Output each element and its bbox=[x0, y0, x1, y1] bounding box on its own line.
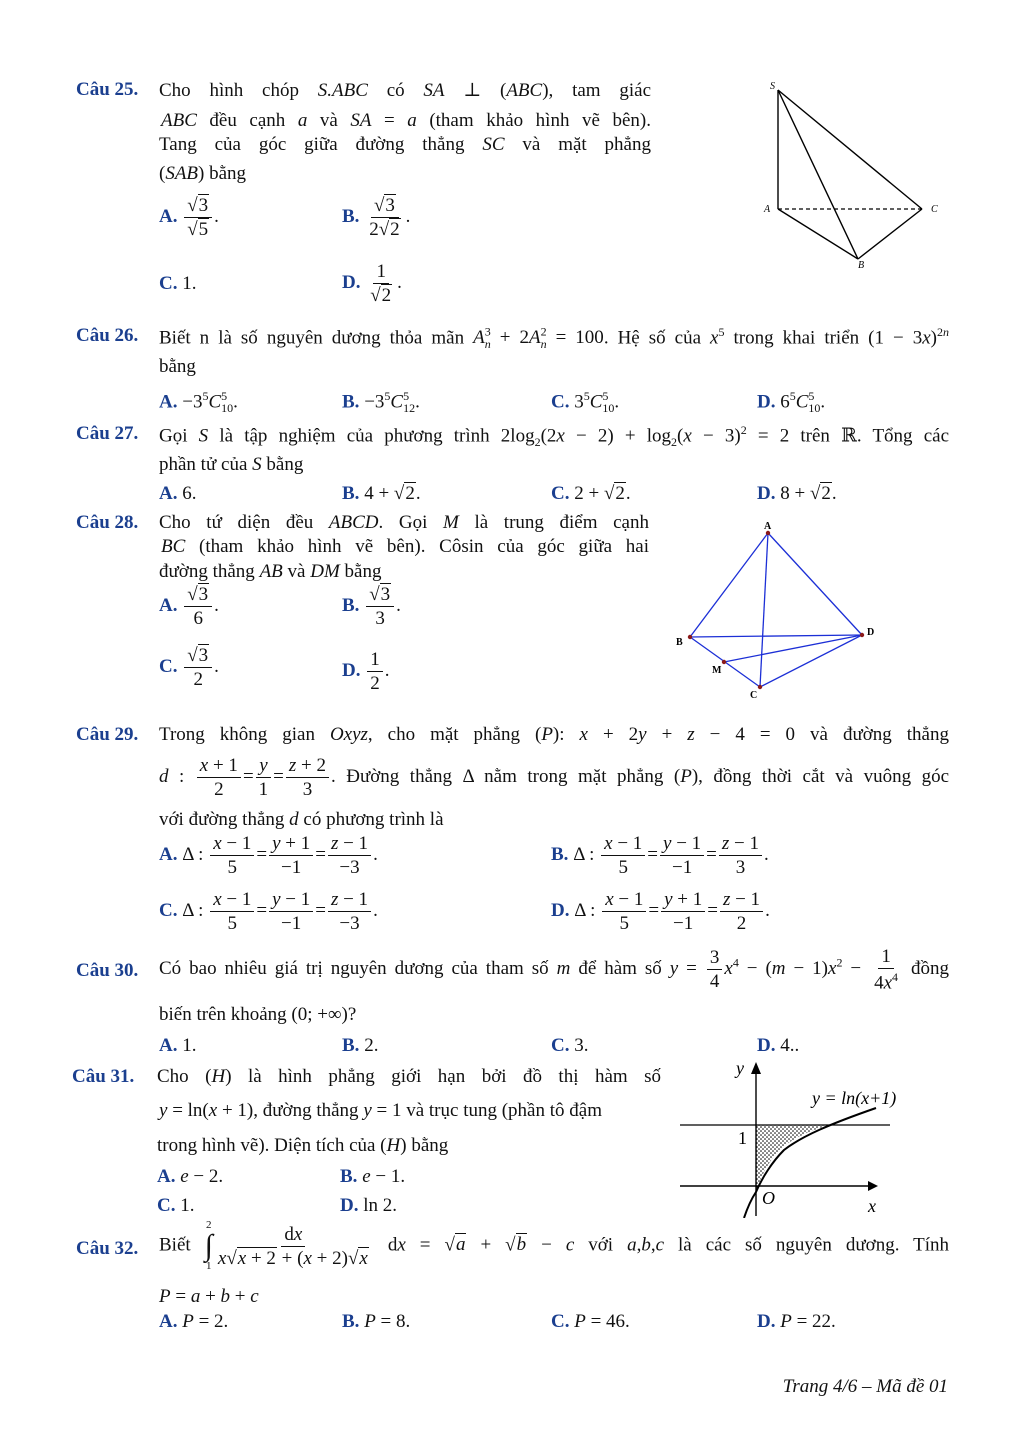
question-text-line: Có bao nhiêu giá trị nguyên dương của tham số m để hàm số y = $\frac{3}{4}$ $x^4 - (m - 1)x^2$ − $\frac{1}{4x^4}$ đồng bbox=[159, 946, 950, 994]
point-label: C bbox=[750, 690, 758, 701]
point-label: A bbox=[764, 204, 771, 215]
option-c[interactable]: C. 2 + √2. bbox=[551, 483, 631, 504]
tick-label: 1 bbox=[738, 1128, 747, 1148]
page-footer: Trang 4/6 – Mã đề 01 bbox=[782, 1376, 948, 1397]
question-text-line: Trong không gian Oxyz, cho mặt phẳng (P): x + 2y + z − 4 = 0 và đường thẳng bbox=[159, 724, 949, 745]
question-label: Câu 25. bbox=[76, 79, 139, 100]
curve-label: y = ln(x+1) bbox=[812, 1088, 897, 1108]
question-text-line: Cho tứ diện đều ABCD. Gọi M là trung điểm cạnh bbox=[159, 512, 649, 533]
option-b[interactable]: B. $\frac{√3}{2√2}$ . bbox=[342, 195, 411, 240]
option-b[interactable]: B. P = 8. bbox=[342, 1311, 411, 1332]
option-d[interactable]: D. Δ : $\frac{x - 1}{5}$ = $\frac{y + 1}{-1}$ = $\frac{z - 1}{2}$ . bbox=[551, 889, 770, 934]
question-text-line: bằng bbox=[159, 356, 196, 377]
option-d[interactable]: D. 4.. bbox=[757, 1035, 800, 1056]
question-text-line: ABC đều cạnh a và SA = a (tham khảo hình vẽ bên). bbox=[161, 110, 651, 131]
option-a[interactable]: A. 6. bbox=[159, 483, 197, 504]
option-c[interactable]: C. $\frac{√3}{2}$ . bbox=[159, 645, 219, 690]
question-text-line: BC (tham khảo hình vẽ bên). Côsin của góc giữa hai bbox=[161, 536, 649, 557]
option-a[interactable]: A. P = 2. bbox=[159, 1311, 229, 1332]
option-a[interactable]: A. $\frac{√3}{6}$ . bbox=[159, 584, 219, 629]
question-text-line: với đường thẳng d có phương trình là bbox=[159, 809, 444, 830]
option-b[interactable]: B. e − 1. bbox=[340, 1166, 406, 1187]
axis-label: x bbox=[868, 1196, 876, 1216]
option-d[interactable]: D. $6^5C^5_{10}$. bbox=[757, 389, 826, 416]
question-text-line: biến trên khoảng (0; +∞)? bbox=[159, 1004, 357, 1025]
point-label: S bbox=[770, 81, 775, 92]
question-text-line: d : $\frac{x + 1}{2}$ = $\frac{y}{1}$ = $\frac{z + 2}{3}$ . Đường thẳng Δ nằm trong mặt phẳng (P), đồng thời cắt và vuông góc bbox=[159, 755, 950, 800]
question-label: Câu 27. bbox=[76, 423, 139, 444]
option-c[interactable]: C. Δ : $\frac{x - 1}{5}$ = $\frac{y - 1}{-1}$ = $\frac{z - 1}{-3}$ . bbox=[159, 889, 378, 934]
option-b[interactable]: B. $-3^5C^5_{12}$. bbox=[342, 389, 420, 416]
question-label: Câu 29. bbox=[76, 724, 139, 745]
question-label: Câu 31. bbox=[72, 1066, 135, 1087]
question-text-line: phần tử của S bằng bbox=[159, 454, 304, 475]
question-text-line: P = a + b + c bbox=[159, 1286, 259, 1307]
question-label: Câu 30. bbox=[76, 960, 139, 981]
pyramid-figure bbox=[760, 78, 950, 278]
option-b[interactable]: B. $\frac{√3}{3}$ . bbox=[342, 584, 401, 629]
tetrahedron-figure bbox=[672, 515, 892, 705]
point-label: A bbox=[764, 521, 772, 532]
option-d[interactable]: D. $\frac{1}{√2}$ . bbox=[342, 261, 402, 306]
question-text-line: Cho hình chóp S.ABC có SA ⊥ (ABC), tam giác bbox=[159, 80, 651, 101]
question-label: Câu 28. bbox=[76, 512, 139, 533]
option-c[interactable]: C. P = 46. bbox=[551, 1311, 630, 1332]
question-text-line: đường thẳng AB và DM bằng bbox=[159, 561, 382, 582]
question-text-line: (SAB) bằng bbox=[159, 163, 247, 184]
question-text-line: Tang của góc giữa đường thẳng SC và mặt phẳng bbox=[159, 134, 651, 155]
question-text-line: Biết 2 ∫ 1 $\frac{dx}{x√x + 2 + (x + 2)√x}$ dx = √a + √b − c với a,b,c là các số nguyên dương. Tính bbox=[159, 1219, 949, 1272]
axis-label: y bbox=[736, 1058, 744, 1078]
question-text-line: Cho (H) là hình phẳng giới hạn bởi đồ thị hàm số bbox=[157, 1066, 661, 1087]
option-d[interactable]: D. $\frac{1}{2}$ . bbox=[342, 649, 390, 694]
point-label: B bbox=[858, 260, 865, 271]
option-d[interactable]: D. ln 2. bbox=[340, 1195, 398, 1216]
option-a[interactable]: A. $\frac{√3}{√5}$ . bbox=[159, 195, 219, 240]
option-c[interactable]: C. 1. bbox=[159, 273, 197, 294]
ln-graph-figure bbox=[680, 1058, 910, 1218]
question-text-line: trong hình vẽ). Diện tích của (H) bằng bbox=[157, 1135, 449, 1156]
option-a[interactable]: A. 1. bbox=[159, 1035, 197, 1056]
option-a[interactable]: A. $-3^5C^5_{10}$. bbox=[159, 389, 238, 416]
origin-label: O bbox=[762, 1188, 775, 1208]
option-b[interactable]: B. 4 + √2. bbox=[342, 483, 421, 504]
point-label: C bbox=[931, 204, 938, 215]
point-label: M bbox=[712, 665, 722, 676]
question-label: Câu 32. bbox=[76, 1238, 139, 1259]
question-text-line: Biết n là số nguyên dương thỏa mãn $A^3_n + 2A^2_n = 100$. Hệ số của $x^5$ trong khai triển $(1 - 3x)^{2n}$ bbox=[159, 325, 949, 352]
question-text-line: Gọi S là tập nghiệm của phương trình $2\log_2(2x - 2) + \log_2(x - 3)^2 = 2$ trên ℝ. Tổng các bbox=[159, 423, 950, 450]
option-c[interactable]: C. 3. bbox=[551, 1035, 589, 1056]
option-d[interactable]: D. 8 + √2. bbox=[757, 483, 837, 504]
question-text-line: y = ln(x + 1), đường thẳng y = 1 và trục tung (phần tô đậm bbox=[159, 1100, 602, 1121]
option-a[interactable]: A. e − 2. bbox=[157, 1166, 224, 1187]
question-label: Câu 26. bbox=[76, 325, 139, 346]
point-label: D bbox=[867, 627, 875, 638]
option-b[interactable]: B. Δ : $\frac{x - 1}{5}$ = $\frac{y - 1}{-1}$ = $\frac{z - 1}{3}$ . bbox=[551, 833, 769, 878]
option-c[interactable]: C. 1. bbox=[157, 1195, 195, 1216]
option-b[interactable]: B. 2. bbox=[342, 1035, 379, 1056]
option-d[interactable]: D. P = 22. bbox=[757, 1311, 836, 1332]
option-a[interactable]: A. Δ : $\frac{x - 1}{5}$ = $\frac{y + 1}{-1}$ = $\frac{z - 1}{-3}$ . bbox=[159, 833, 378, 878]
point-label: B bbox=[676, 637, 683, 648]
option-c[interactable]: C. $3^5C^5_{10}$. bbox=[551, 389, 620, 416]
